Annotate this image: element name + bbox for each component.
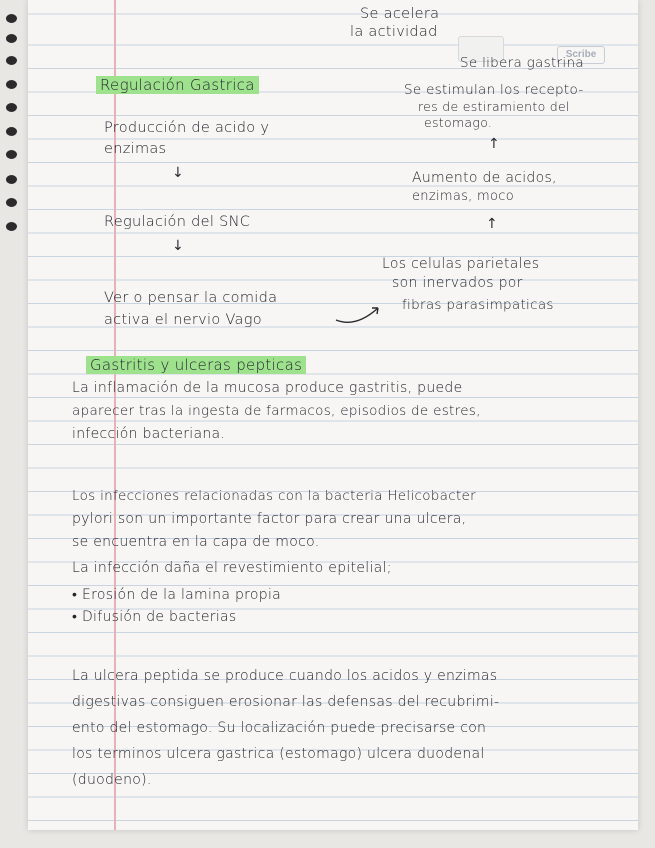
- stimulus-line3: estomago.: [424, 115, 493, 130]
- para2-line2: pylori son un importante factor para crear una ulcera,: [72, 511, 467, 527]
- para1-line1: La inflamación de la mucosa produce gastritis, puede: [72, 380, 463, 396]
- curve-arrow-icon: [334, 298, 390, 328]
- para3-line4: los terminos ulcera gastrica (estomago) ulcera duodenal: [72, 746, 485, 762]
- title-regulacion: [96, 76, 259, 94]
- binder-hole: [6, 175, 17, 184]
- top-note-right: Se libera gastrina: [460, 55, 584, 71]
- binder-hole: [6, 198, 17, 207]
- para3-line2: digestivas consiguen erosionar las defensas del recubrimi-: [72, 694, 500, 710]
- para2-line3: se encuentra en la capa de moco.: [72, 534, 320, 550]
- binder-hole: [6, 103, 17, 112]
- curve-arrow-glyph: [0, 0, 1, 1]
- arrow-down-icon: ↓: [172, 165, 184, 181]
- title-highlight: Gastritis y ulceras pepticas: [86, 356, 306, 374]
- stimulus-line2: res de estiramiento del: [418, 99, 570, 114]
- para3-line1: La ulcera peptida se produce cuando los acidos y enzimas: [72, 668, 498, 684]
- arrow-down-icon: ↓: [172, 238, 184, 254]
- binder-hole: [6, 222, 17, 231]
- celulas-line2: son inervados por: [392, 275, 523, 291]
- aumento-line1: Aumento de acidos,: [412, 170, 557, 186]
- para3-line5: (duodeno).: [72, 772, 152, 788]
- title-gastritis: [86, 356, 306, 374]
- binder-holes: [0, 0, 24, 848]
- celulas-line1: Los celulas parietales: [382, 256, 540, 272]
- scribe-logo: Scribe: [557, 46, 605, 64]
- binder-hole: [6, 34, 17, 43]
- para2-line1: Los infecciones relacionadas con la bacteria Helicobacter: [72, 488, 477, 504]
- bullet-item: • Erosión de la lamina propia: [72, 587, 282, 603]
- para1-line3: infección bacteriana.: [72, 426, 226, 442]
- ver-line2: activa el nervio Vago: [104, 312, 262, 328]
- celulas-line3: fibras parasimpaticas: [402, 297, 554, 313]
- ver-line1: Ver o pensar la comida: [104, 290, 278, 306]
- binder-hole: [6, 150, 17, 159]
- arrow-up-icon: ↑: [486, 216, 498, 232]
- regulacion-snc: Regulación del SNC: [104, 214, 251, 230]
- para1-line2: aparecer tras la ingesta de farmacos, episodios de estres,: [72, 403, 481, 419]
- top-note-line2: la actividad: [350, 24, 438, 40]
- production-line2: enzimas: [104, 141, 167, 157]
- production-line1: Producción de acido y: [104, 120, 270, 136]
- bullet-item: • Difusión de bacterias: [72, 609, 237, 625]
- stimulus-line1: Se estimulan los recepto-: [404, 82, 584, 98]
- title-highlight: Regulación Gastrica: [96, 76, 259, 94]
- binder-hole: [6, 56, 17, 65]
- binder-hole: [6, 14, 17, 23]
- top-note-line1: Se acelera: [360, 6, 440, 22]
- list-intro: La infección daña el revestimiento epitelial;: [72, 560, 392, 576]
- arrow-up-icon: ↑: [488, 136, 500, 152]
- aumento-line2: enzimas, moco: [412, 189, 514, 204]
- binder-hole: [6, 127, 17, 136]
- binder-hole: [6, 80, 17, 89]
- para3-line3: ento del estomago. Su localización puede precisarse con: [72, 720, 487, 736]
